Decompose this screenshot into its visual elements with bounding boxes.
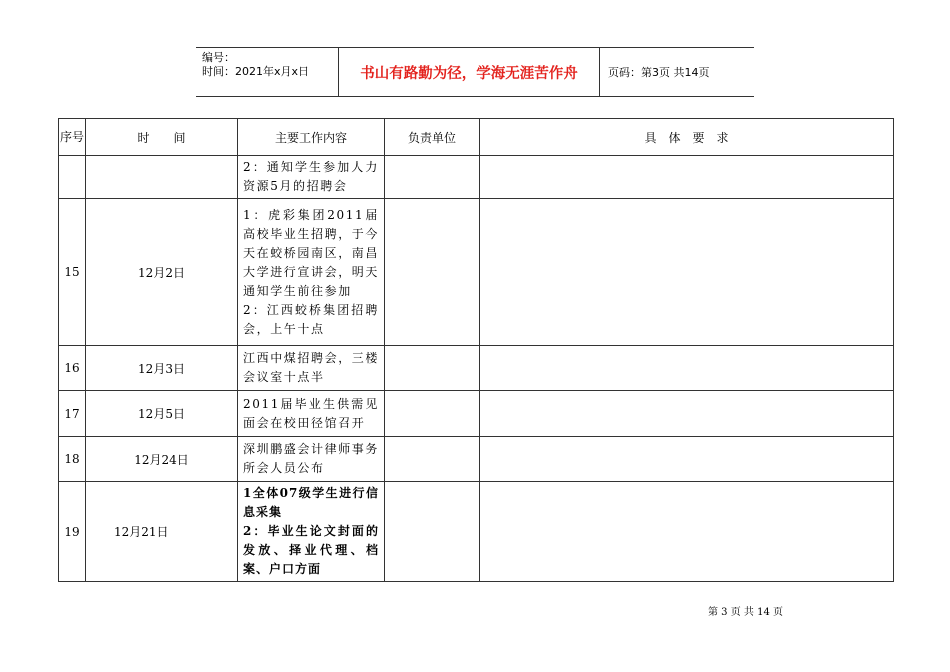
- row-unit: [385, 199, 480, 346]
- row-time: 12月5日: [86, 391, 238, 437]
- table-row: [59, 346, 894, 391]
- row-content: 深圳鹏盛会计律师事务所会人员公布: [238, 437, 385, 482]
- row-seq: 19: [59, 482, 86, 582]
- header-content: 主要工作内容: [238, 119, 385, 156]
- row-seq: 18: [59, 437, 86, 482]
- row-req: [480, 156, 894, 199]
- row-time: 12月24日: [86, 437, 238, 482]
- row-seq: 16: [59, 346, 86, 391]
- header-meta: [196, 48, 338, 96]
- row-req: [480, 199, 894, 346]
- row-seq: [59, 156, 86, 199]
- row-content: 江西中煤招聘会，三楼会议室十点半: [238, 346, 385, 391]
- header-seq: 序号: [59, 119, 86, 156]
- row-content: 2011届毕业生供需见面会在校田径馆召开: [238, 391, 385, 437]
- table-row: [59, 199, 894, 346]
- header-time: 时 间: [86, 119, 238, 156]
- number-label: 编号：: [202, 51, 235, 64]
- row-unit: [385, 346, 480, 391]
- row-req: [480, 391, 894, 437]
- row-req: [480, 437, 894, 482]
- row-unit: [385, 437, 480, 482]
- row-seq: 15: [59, 199, 86, 346]
- row-content: 1全体07级学生进行信息采集 2：毕业生论文封面的发放、择业代理、档案、户口方面: [238, 482, 385, 582]
- table-row: [59, 482, 894, 582]
- header-req: 具 体 要 求: [480, 119, 894, 156]
- header-motto: 书山有路勤为径，学海无涯苦作舟: [338, 48, 600, 96]
- row-req: [480, 346, 894, 391]
- page-footer: 第 3 页 共 14 页: [708, 607, 783, 618]
- row-time: 12月21日: [86, 482, 238, 582]
- table-row: [59, 156, 894, 199]
- table-row: [59, 437, 894, 482]
- row-unit: [385, 156, 480, 199]
- row-req: [480, 482, 894, 582]
- row-unit: [385, 482, 480, 582]
- row-time: 12月2日: [86, 199, 238, 346]
- row-content: 1：虎彩集团2011届高校毕业生招聘，于今天在蛟桥园南区，南昌大学进行宣讲会，明天通知学生前往参加 2：江西蛟桥集团招聘会，上午十点: [238, 199, 385, 346]
- row-seq: 17: [59, 391, 86, 437]
- time-label: 时间：2021年x月x日: [202, 65, 310, 78]
- schedule-table: [58, 118, 894, 582]
- row-time: 12月3日: [86, 346, 238, 391]
- table-row: [59, 391, 894, 437]
- row-time: [86, 156, 238, 199]
- header-page-label: 页码：第3页 共14页: [608, 66, 710, 79]
- row-unit: [385, 391, 480, 437]
- page-header: [196, 47, 754, 97]
- table-header-row: [59, 119, 894, 156]
- row-content: 2：通知学生参加人力资源5月的招聘会: [238, 156, 385, 199]
- header-unit: 负责单位: [385, 119, 480, 156]
